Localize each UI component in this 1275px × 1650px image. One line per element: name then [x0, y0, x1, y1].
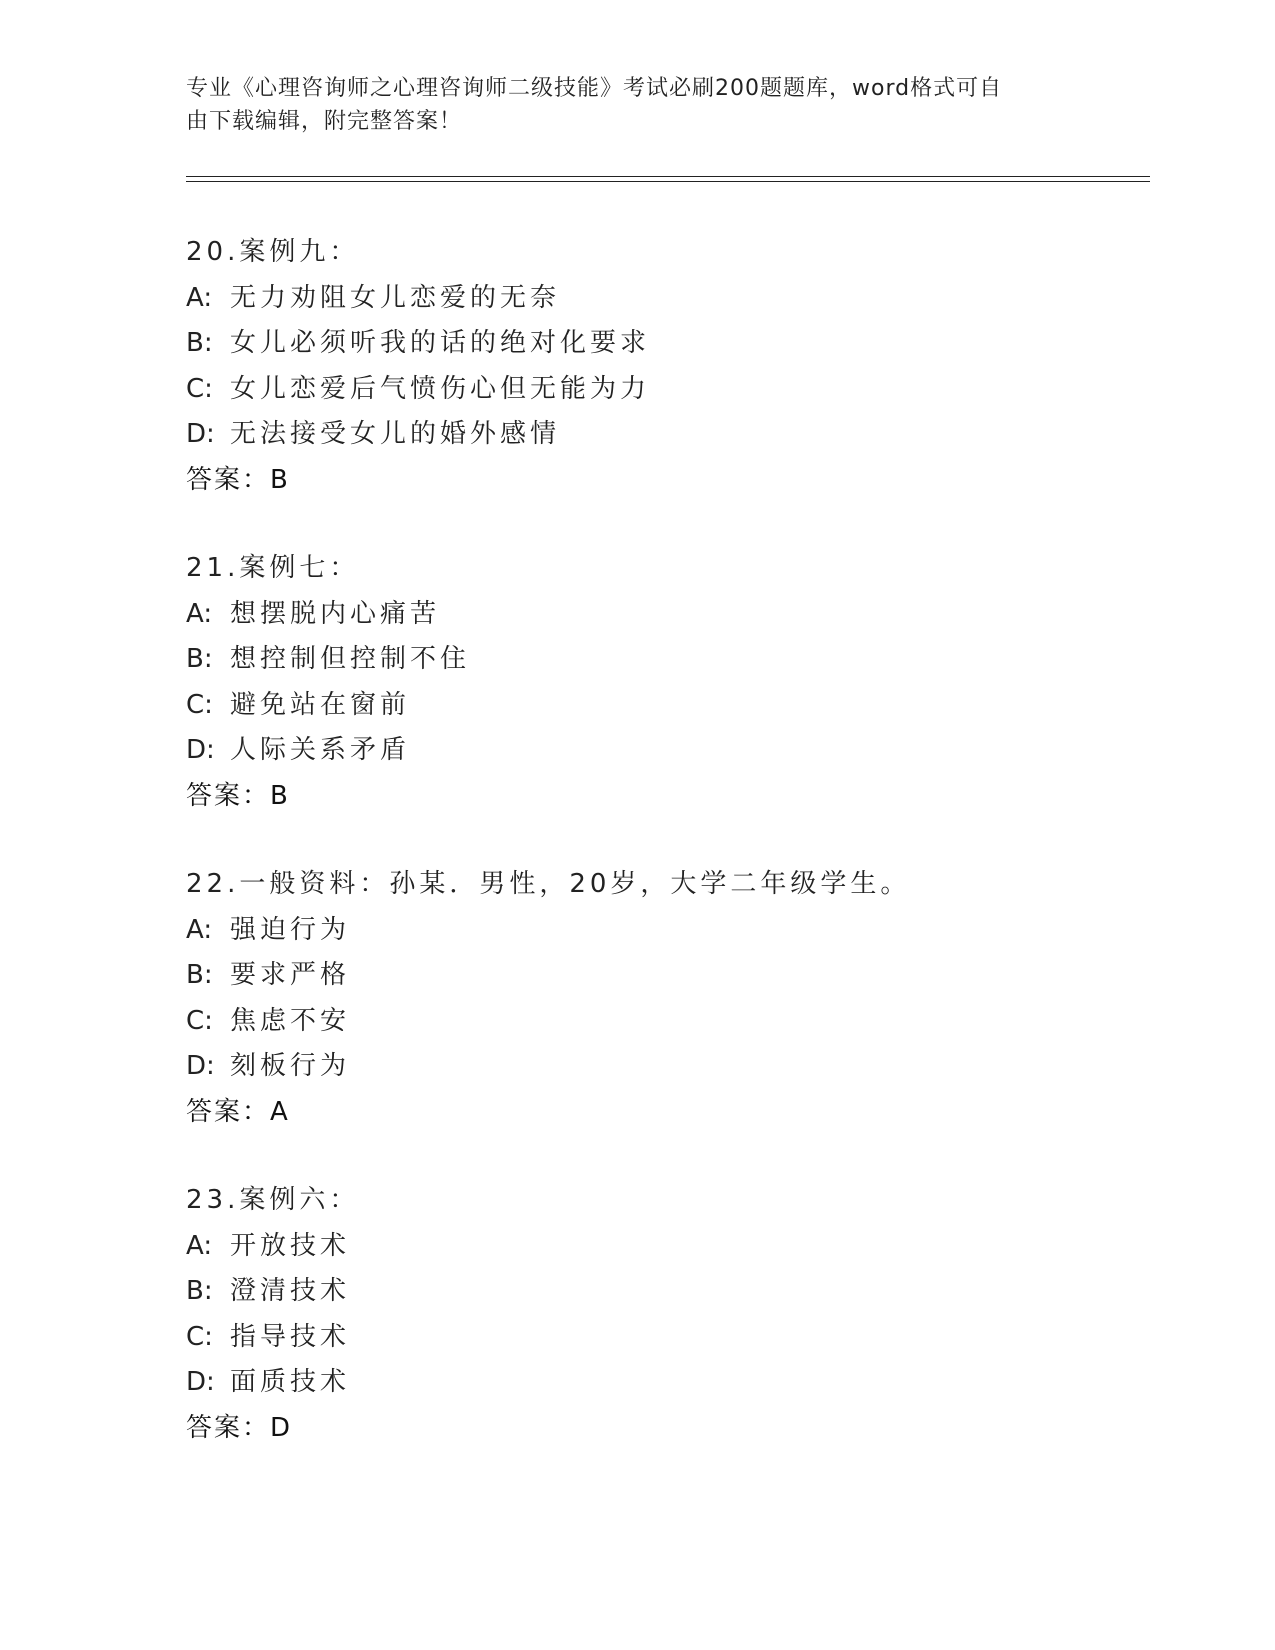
- option-text: 女儿恋爱后气愤伤心但无能为力: [230, 373, 651, 404]
- option-c: [186, 683, 1136, 729]
- option-b: [186, 1269, 1136, 1315]
- option-key: B:: [186, 644, 213, 674]
- option-key: C:: [186, 373, 213, 404]
- option-key: C:: [186, 1321, 213, 1352]
- header-divider-bottom: [186, 181, 1150, 182]
- document-header: [186, 72, 1066, 138]
- question-block: [186, 862, 1136, 1135]
- question-stem: 20.案例九：: [186, 237, 360, 267]
- option-c: [186, 999, 1136, 1045]
- option-key: C:: [186, 1005, 213, 1036]
- option-a: [186, 276, 1136, 322]
- answer-line: [186, 458, 1136, 504]
- option-a: [186, 1224, 1136, 1270]
- option-text: 面质技术: [230, 1367, 351, 1397]
- header-line-2: 由下载编辑，附完整答案！: [186, 109, 463, 134]
- answer-label: 答案：: [186, 1412, 271, 1443]
- answer-label: 答案：: [186, 464, 271, 495]
- answer-value: A: [270, 1096, 288, 1127]
- option-d: [186, 1360, 1136, 1406]
- option-key: B:: [186, 328, 213, 358]
- answer-value: D: [270, 1412, 291, 1443]
- option-d: [186, 728, 1136, 774]
- option-key: D:: [186, 419, 215, 449]
- option-text: 想控制但控制不住: [230, 644, 471, 674]
- option-text: 女儿必须听我的话的绝对化要求: [230, 328, 651, 358]
- option-text: 无法接受女儿的婚外感情: [230, 419, 561, 449]
- option-text: 开放技术: [230, 1230, 351, 1261]
- option-key: B:: [186, 960, 213, 990]
- option-text: 无力劝阻女儿恋爱的无奈: [230, 282, 561, 313]
- option-text: 想摆脱内心痛苦: [230, 598, 441, 629]
- question-block: [186, 546, 1136, 819]
- option-b: [186, 637, 1136, 683]
- option-b: [186, 953, 1136, 999]
- option-text: 澄清技术: [230, 1276, 351, 1306]
- option-text: 刻板行为: [230, 1051, 351, 1081]
- option-c: [186, 1315, 1136, 1361]
- answer-line: [186, 774, 1136, 820]
- answer-value: B: [270, 464, 288, 495]
- answer-line: [186, 1406, 1136, 1452]
- option-d: [186, 1044, 1136, 1090]
- option-c: [186, 367, 1136, 413]
- option-key: A:: [186, 914, 213, 945]
- question-stem: 22.一般资料：孙某．男性，20岁，大学二年级学生。: [186, 869, 911, 899]
- question-block: [186, 230, 1136, 503]
- option-a: [186, 592, 1136, 638]
- question-block: [186, 1178, 1136, 1451]
- answer-label: 答案：: [186, 1096, 271, 1127]
- option-text: 焦虑不安: [230, 1005, 351, 1036]
- option-b: [186, 321, 1136, 367]
- header-line-1: 专业《心理咨询师之心理咨询师二级技能》考试必刷200题题库，word格式可自: [186, 76, 1003, 101]
- option-d: [186, 412, 1136, 458]
- option-text: 避免站在窗前: [230, 689, 411, 720]
- option-text: 人际关系矛盾: [230, 735, 411, 765]
- header-divider-top: [186, 176, 1150, 177]
- question-stem: 21.案例七：: [186, 553, 360, 583]
- option-key: B:: [186, 1276, 213, 1306]
- option-key: D:: [186, 1051, 215, 1081]
- option-key: A:: [186, 1230, 213, 1261]
- answer-value: B: [270, 780, 288, 811]
- question-stem: 23.案例六：: [186, 1185, 360, 1215]
- option-text: 要求严格: [230, 960, 351, 990]
- option-key: C:: [186, 689, 213, 720]
- option-key: A:: [186, 282, 213, 313]
- option-a: [186, 908, 1136, 954]
- answer-label: 答案：: [186, 780, 271, 811]
- option-text: 指导技术: [230, 1321, 351, 1352]
- option-key: D:: [186, 735, 215, 765]
- option-text: 强迫行为: [230, 914, 351, 945]
- option-key: A:: [186, 598, 213, 629]
- option-key: D:: [186, 1367, 215, 1397]
- answer-line: [186, 1090, 1136, 1136]
